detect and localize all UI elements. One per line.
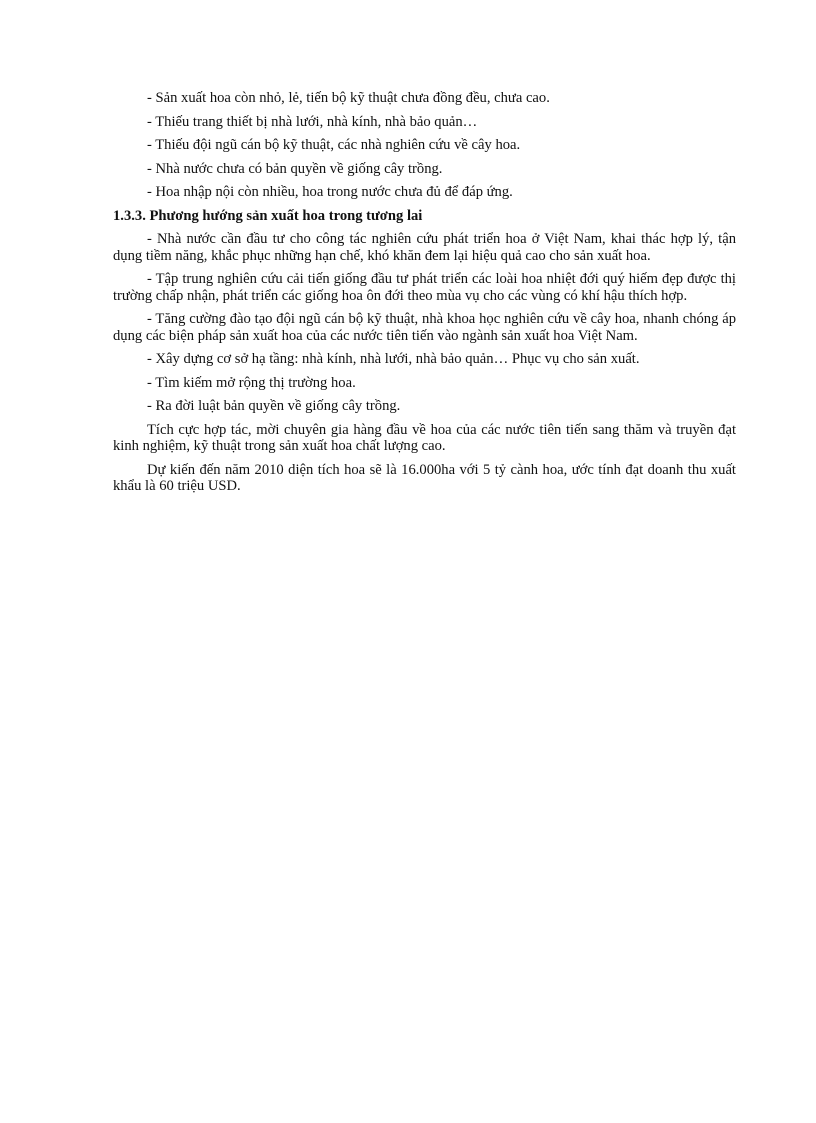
section-heading: 1.3.3. Phương hướng sản xuất hoa trong tương lai (113, 207, 423, 224)
section-paragraph-4: - Xây dựng cơ sở hạ tầng: nhà kính, nhà lưới, nhà bảo quản… Phục vụ cho sản xuất. (147, 351, 640, 367)
intro-item-5: - Hoa nhập nội còn nhiều, hoa trong nước chưa đủ để đáp ứng. (147, 184, 513, 200)
section-paragraph-6: - Ra đời luật bản quyền về giống cây trồng. (147, 398, 401, 414)
section-paragraph-7: Tích cực hợp tác, mời chuyên gia hàng đầu về hoa của các nước tiên tiến sang thăm và truyền đạt kinh nghiệm, kỹ thuật trong sản xuất hoa chất lượng cao. (113, 421, 736, 454)
section-paragraph-2: - Tập trung nghiên cứu cải tiến giống đầu tư phát triển các loài hoa nhiệt đới quý hiếm đẹp được thị trường chấp nhận, phát triển các giống hoa ôn đới theo mùa vụ cho các vùng có khí hậu thích hợp. (113, 271, 736, 304)
intro-item-3: - Thiếu đội ngũ cán bộ kỹ thuật, các nhà nghiên cứu về cây hoa. (147, 137, 521, 153)
intro-item-1: - Sản xuất hoa còn nhỏ, lẻ, tiến bộ kỹ thuật chưa đồng đều, chưa cao. (147, 90, 550, 106)
document-page (113, 90, 736, 502)
intro-item-2: - Thiếu trang thiết bị nhà lưới, nhà kính, nhà bảo quản… (147, 113, 478, 130)
section-paragraph-5: - Tìm kiếm mở rộng thị trường hoa. (147, 374, 356, 391)
section-paragraph-1: - Nhà nước cần đầu tư cho công tác nghiên cứu phát triển hoa ở Việt Nam, khai thác hợp lý, tận dụng tiềm năng, khắc phục những hạn chế, khó khăn đem lại hiệu quả cao cho sản xuất hoa. (113, 231, 736, 264)
intro-item-4: - Nhà nước chưa có bản quyền về giống cây trồng. (147, 160, 443, 177)
section-paragraph-3: - Tăng cường đào tạo đội ngũ cán bộ kỹ thuật, nhà khoa học nghiên cứu về cây hoa, nhanh chóng áp dụng các biện pháp sản xuất hoa của các nước tiên tiến vào ngành sản xuất hoa Việt Nam. (113, 311, 736, 344)
section-paragraph-8: Dự kiến đến năm 2010 diện tích hoa sẽ là 16.000ha với 5 tỷ cành hoa, ước tính đạt doanh thu xuất khẩu là 60 triệu USD. (113, 461, 736, 494)
